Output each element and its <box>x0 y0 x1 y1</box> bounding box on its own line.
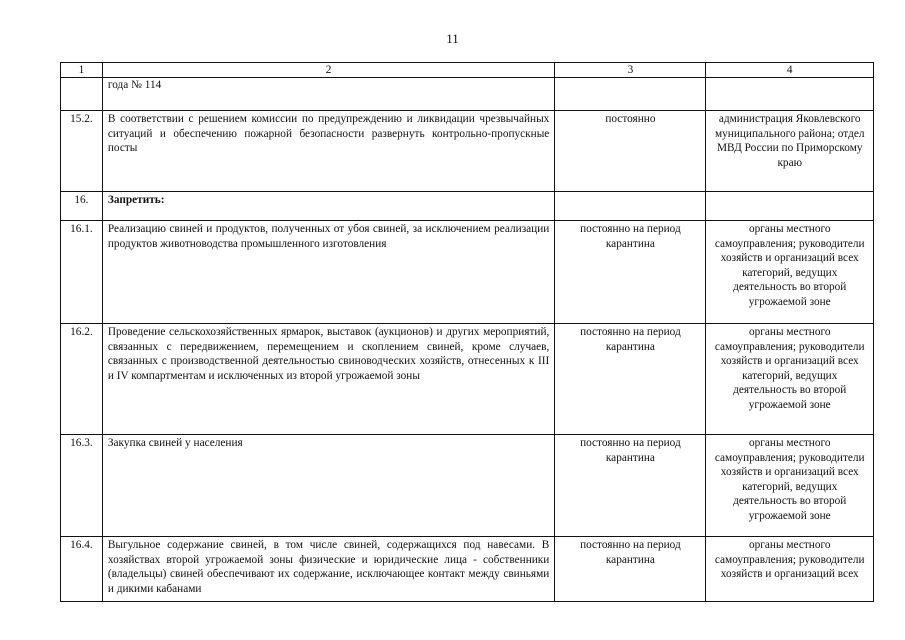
table-header-row <box>61 63 874 78</box>
table-row <box>61 221 874 324</box>
row-number <box>61 78 103 111</box>
header-col-1: 1 <box>61 63 103 78</box>
row-text: Выгульное содержание свиней, в том числе свиней, содержащихся под навесами. В хозяйствах второй угрожаемой зоны физические и юридические лица - собственники (владельцы) свиней обеспечивают их содержание, исключающее контакт между свиньями и дикими кабанами <box>102 537 554 602</box>
row-period <box>555 78 706 111</box>
header-col-4: 4 <box>706 63 874 78</box>
row-period: постоянно на период карантина <box>555 537 706 602</box>
row-responsible <box>706 192 874 221</box>
row-text: года № 114 <box>102 78 554 111</box>
row-responsible: органы местного самоуправления; руководители хозяйств и организаций всех категорий, ведущих деятельность во второй угрожаемой зоне <box>706 435 874 537</box>
row-responsible: администрация Яковлевского муниципального района; отдел МВД России по Приморскому краю <box>706 111 874 192</box>
table-row <box>61 537 874 602</box>
row-responsible: органы местного самоуправления; руководители хозяйств и организаций всех категорий, ведущих деятельность во второй угрожаемой зоне <box>706 324 874 435</box>
table-row <box>61 435 874 537</box>
row-period: постоянно на период карантина <box>555 435 706 537</box>
table-row <box>61 111 874 192</box>
row-text: Проведение сельскохозяйственных ярмарок, выставок (аукционов) и других мероприятий, связанных с передвижением, перемещением и скоплением свиней, кроме случаев, связанных с производственной деятельностью свиноводческих хозяйств, отнесенных к III и IV компартментам и исключенных из второй угрожаемой зоны <box>102 324 554 435</box>
row-number: 15.2. <box>61 111 103 192</box>
row-responsible: органы местного самоуправления; руководители хозяйств и организаций всех категорий, ведущих деятельность во второй угрожаемой зоне <box>706 221 874 324</box>
row-period: постоянно <box>555 111 706 192</box>
row-text: Реализацию свиней и продуктов, полученных от убоя свиней, за исключением реализации продуктов животноводства промышленного изготовления <box>102 221 554 324</box>
row-responsible <box>706 78 874 111</box>
row-number: 16. <box>61 192 103 221</box>
row-period: постоянно на период карантина <box>555 324 706 435</box>
document-table <box>60 62 874 602</box>
row-responsible: органы местного самоуправления; руководители хозяйств и организаций всех <box>706 537 874 602</box>
row-number: 16.1. <box>61 221 103 324</box>
table-row <box>61 324 874 435</box>
table-row <box>61 78 874 111</box>
page-number: 11 <box>446 31 459 46</box>
header-col-3: 3 <box>555 63 706 78</box>
row-number: 16.2. <box>61 324 103 435</box>
row-period <box>555 192 706 221</box>
table-row <box>61 192 874 221</box>
row-text: Запретить: <box>102 192 554 221</box>
row-number: 16.4. <box>61 537 103 602</box>
row-text: Закупка свиней у населения <box>102 435 554 537</box>
row-number: 16.3. <box>61 435 103 537</box>
row-period: постоянно на период карантина <box>555 221 706 324</box>
header-col-2: 2 <box>102 63 554 78</box>
row-text: В соответствии с решением комиссии по предупреждению и ликвидации чрезвычайных ситуаций и обеспечению пожарной безопасности развернуть контрольно-пропускные посты <box>102 111 554 192</box>
